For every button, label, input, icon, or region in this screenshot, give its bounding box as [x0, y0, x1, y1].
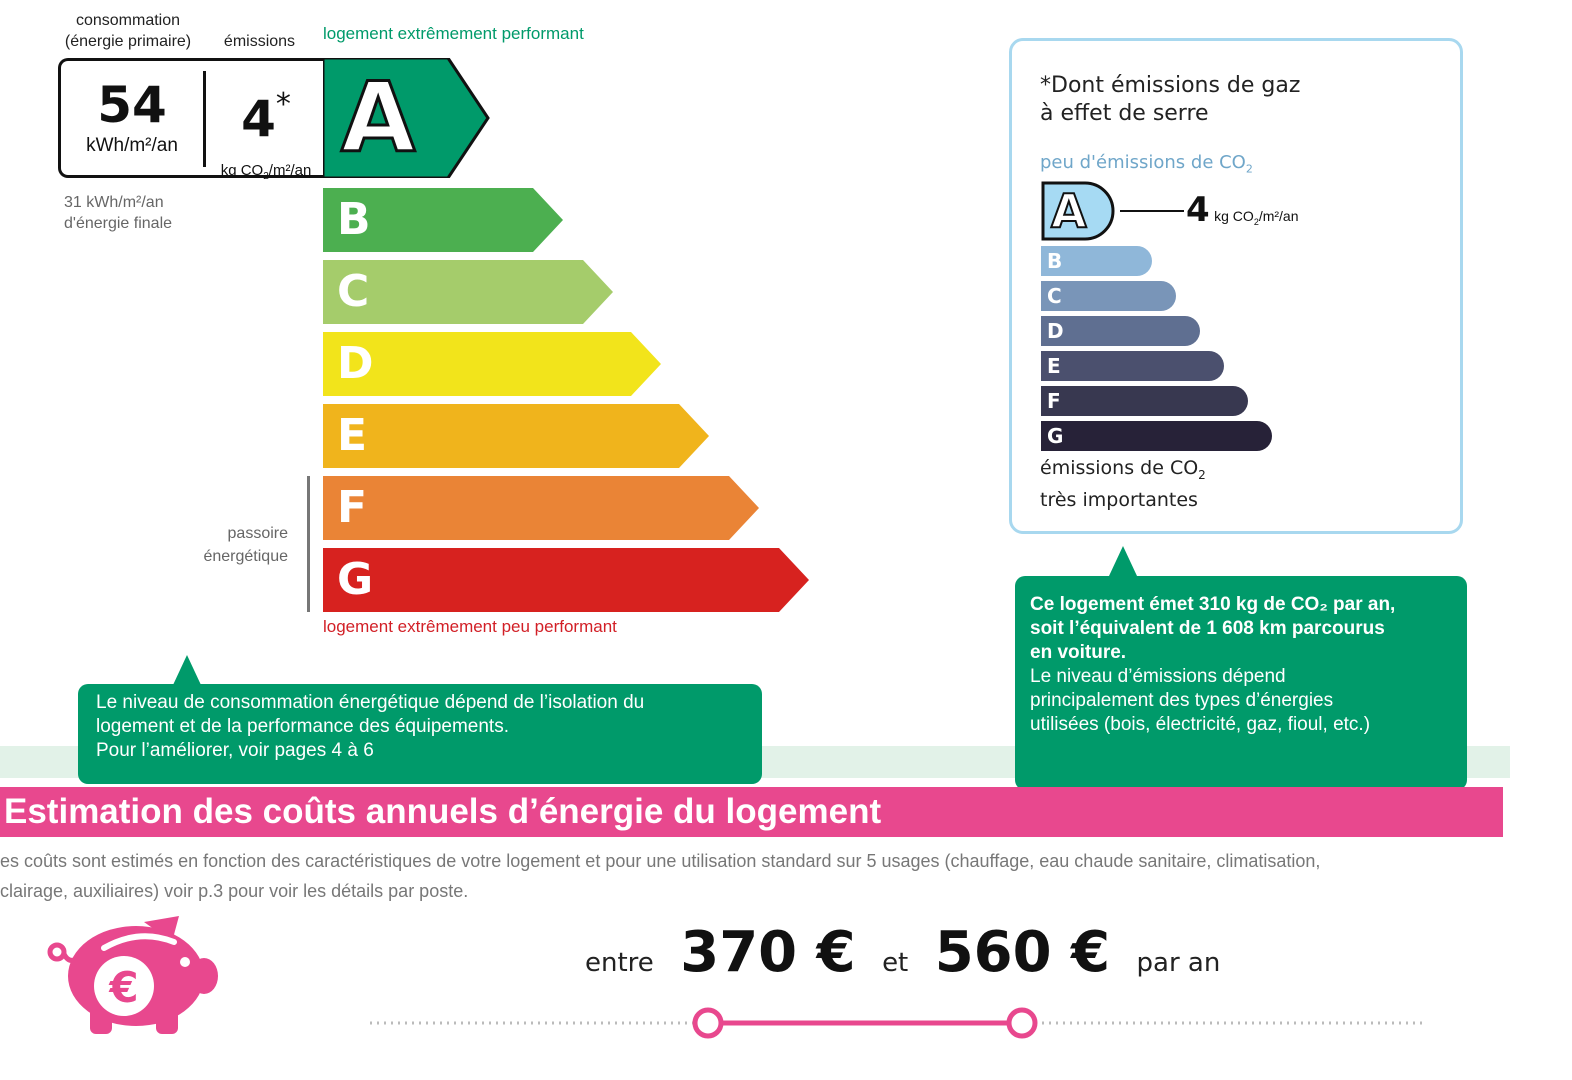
consumption-callout-line3: Pour l’améliorer, voir pages 4 à 6 — [96, 740, 374, 761]
final-energy-line2: d'énergie finale — [64, 215, 173, 232]
passoire-bracket — [307, 476, 310, 612]
ges-class-a-letter: A — [1051, 184, 1087, 238]
energy-class-d-letter: D — [337, 338, 374, 389]
ges-bottom-line1-text: émissions de CO — [1040, 457, 1199, 479]
emissions-block — [206, 75, 326, 182]
emissions-unit-sub: 2 — [263, 171, 269, 182]
passoire-label — [180, 522, 288, 568]
cost-min-marker — [695, 1010, 721, 1036]
emissions-header: émissions — [223, 33, 296, 50]
ges-bottom-label — [1040, 456, 1206, 513]
ges-class-g-letter: G — [1047, 424, 1064, 448]
ges-class-b — [1041, 246, 1152, 276]
ges-value-unit-sub: 2 — [1253, 216, 1259, 227]
ges-class-f — [1041, 386, 1248, 416]
costs-title-band — [0, 787, 1503, 837]
cost-between: entre — [585, 948, 654, 978]
ges-value-connector — [1120, 210, 1184, 212]
emissions-star: * — [275, 87, 291, 122]
emissions-callout-line1: Ce logement émet 310 kg de CO₂ par an, — [1030, 594, 1396, 615]
ges-bottom-line2: très importantes — [1040, 488, 1198, 511]
emissions-callout-line6: utilisées (bois, électricité, gaz, fioul, etc.) — [1030, 714, 1371, 735]
energy-class-f — [323, 476, 759, 540]
energy-class-g-letter: G — [337, 554, 374, 605]
ges-title — [1040, 72, 1300, 128]
ges-title-line1 — [1040, 72, 1300, 100]
final-energy-note — [64, 192, 172, 234]
emissions-unit-kg: kg CO — [220, 162, 264, 179]
callout-right-pointer — [1109, 546, 1137, 576]
cost-range-scale — [366, 1004, 1426, 1044]
cost-and: et — [882, 948, 909, 978]
top-performance-label: logement extrêmement performant — [323, 24, 584, 43]
emissions-value: 4 — [241, 90, 276, 148]
ges-bottom-line1 — [1040, 456, 1206, 488]
ges-class-g — [1041, 421, 1272, 451]
consumption-header — [58, 10, 198, 52]
ges-value: 4 — [1186, 190, 1210, 230]
energy-class-c — [323, 260, 613, 324]
energy-class-d — [323, 332, 661, 396]
consumption-callout-line2: logement et de la performance des équipements. — [96, 716, 509, 737]
energy-class-b — [323, 188, 563, 252]
energy-class-c-letter: C — [337, 266, 370, 317]
cost-range — [585, 920, 1220, 985]
passoire-line2: énergétique — [203, 548, 288, 565]
ges-class-f-letter: F — [1047, 389, 1061, 413]
final-energy-line1: 31 kWh/m²/an — [64, 194, 164, 211]
ges-value-unit-rest: /m²/an — [1258, 208, 1299, 224]
emissions-callout-line3: en voiture. — [1030, 642, 1127, 663]
passoire-line1: passoire — [227, 525, 288, 542]
costs-description-line1: es coûts sont estimés en fonction des caractéristiques de votre logement et pour une utilisation standard sur 5 usages (chauffage, eau chaude sanitaire, climatisation, — [0, 851, 1321, 871]
ges-bottom-line1-sub: 2 — [1198, 467, 1206, 482]
emissions-value-line — [206, 75, 326, 162]
energy-class-a-letter: A — [341, 62, 416, 174]
ges-value-unit-kg: kg CO — [1214, 208, 1254, 224]
cost-per-year: par an — [1136, 948, 1221, 978]
ges-class-d — [1041, 316, 1200, 346]
ges-top-label-text: peu d'émissions de CO — [1040, 152, 1246, 173]
ges-title-star: * — [1040, 73, 1051, 98]
emissions-unit — [206, 162, 326, 182]
emissions-callout — [1015, 576, 1467, 790]
energy-class-g — [323, 548, 809, 612]
ges-value-block — [1186, 190, 1299, 230]
bottom-performance-label: logement extrêmement peu performant — [323, 617, 617, 636]
costs-title: Estimation des coûts annuels d’énergie du logement — [4, 792, 882, 831]
piggy-euro-symbol: € — [109, 963, 139, 1012]
ges-class-c-letter: C — [1047, 284, 1062, 308]
costs-description-line2: clairage, auxiliaires) voir p.3 pour voir les détails par poste. — [0, 881, 469, 901]
cost-max-marker — [1009, 1010, 1035, 1036]
energy-class-e-letter: E — [337, 410, 368, 461]
consumption-callout-line1: Le niveau de consommation énergétique dépend de l’isolation du — [96, 692, 645, 713]
piggy-bank-icon — [44, 914, 219, 1039]
emissions-callout-line2: soit l’équivalent de 1 608 km parcourus — [1030, 618, 1385, 639]
energy-class-b-letter: B — [337, 194, 371, 245]
consumption-value: 54 — [97, 76, 167, 134]
energy-class-a-current — [323, 58, 493, 178]
cost-max: 560 € — [934, 920, 1111, 985]
consumption-header-title: consommation — [75, 12, 181, 29]
consumption-unit: kWh/m²/an — [86, 135, 178, 156]
ges-class-c — [1041, 281, 1176, 311]
emissions-callout-line4: Le niveau d’émissions dépend — [1030, 666, 1286, 687]
costs-description — [0, 846, 1515, 906]
ges-value-unit — [1214, 208, 1299, 227]
emissions-unit-rest: /m²/an — [268, 162, 312, 179]
ges-class-d-letter: D — [1047, 319, 1064, 343]
cost-min: 370 € — [680, 920, 856, 985]
ges-class-e-letter: E — [1047, 354, 1061, 378]
consumption-block — [61, 75, 203, 157]
ges-title-line2: à effet de serre — [1040, 101, 1209, 126]
energy-class-e — [323, 404, 709, 468]
ges-top-label — [1040, 152, 1253, 176]
consumption-header-sub: (énergie primaire) — [64, 33, 192, 50]
ges-class-a-current — [1041, 181, 1117, 241]
emissions-callout-line5: principalement des types d’énergies — [1030, 690, 1334, 711]
ges-title-text: Dont émissions de gaz — [1051, 73, 1301, 98]
ges-class-b-letter: B — [1047, 249, 1063, 273]
callout-left-pointer — [173, 655, 201, 685]
dpe-value-box — [58, 58, 326, 182]
energy-class-f-letter: F — [337, 482, 368, 533]
consumption-callout — [78, 684, 762, 784]
ges-top-label-sub: 2 — [1245, 162, 1253, 176]
ges-class-e — [1041, 351, 1224, 381]
